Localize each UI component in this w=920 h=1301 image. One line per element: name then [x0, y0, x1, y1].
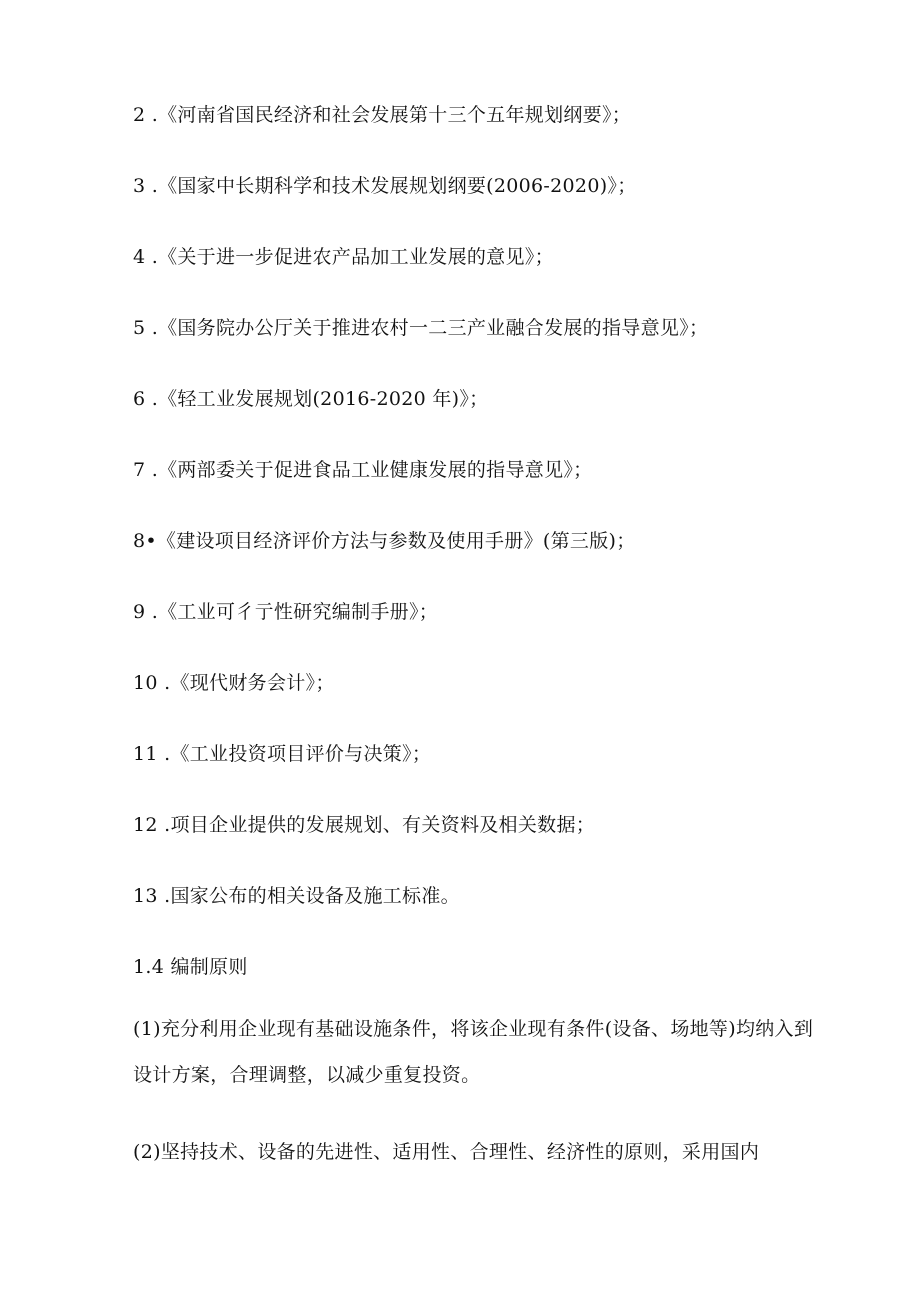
section-heading: 1.4 编制原则 — [133, 956, 248, 978]
reference-item-11: 11 .《工业投资项目评价与决策》； — [133, 743, 432, 765]
reference-item-4: 4 .《关于进一步促进农产品加工业发展的意见》； — [133, 246, 554, 268]
reference-item-12: 12 .项目企业提供的发展规划、有关资料及相关数据； — [133, 814, 596, 836]
reference-item-3: 3 .《国家中长期科学和技术发展规划纲要(2006-2020)》； — [133, 175, 637, 197]
reference-item-5: 5 .《国务院办公厅关于推进农村一二三产业融合发展的指导意见》； — [133, 317, 709, 339]
reference-item-2: 2 .《河南省国民经济和社会发展第十三个五年规划纲要》； — [133, 104, 632, 126]
principle-2: (2)坚持技术、设备的先进性、适用性、合理性、经济性的原则，采用国内 — [133, 1141, 760, 1163]
reference-item-8: 8•《建设项目经济评价方法与参数及使用手册》(第三版)； — [133, 530, 636, 552]
reference-item-10: 10 .《现代财务会计》； — [133, 672, 335, 694]
reference-item-9: 9 .《工业可彳亍性研究编制手册》； — [133, 601, 439, 623]
reference-item-6: 6 .《轻工业发展规划(2016-2020 年)》； — [133, 388, 489, 410]
reference-item-7: 7 .《两部委关于促进食品工业健康发展的指导意见》； — [133, 459, 593, 481]
principle-1: (1)充分利用企业现有基础设施条件，将该企业现有条件(设备、场地等)均纳入到设计方案，合理调整，以减少重复投资。 — [133, 1018, 814, 1086]
reference-item-13: 13 .国家公布的相关设备及施工标准。 — [133, 885, 460, 907]
